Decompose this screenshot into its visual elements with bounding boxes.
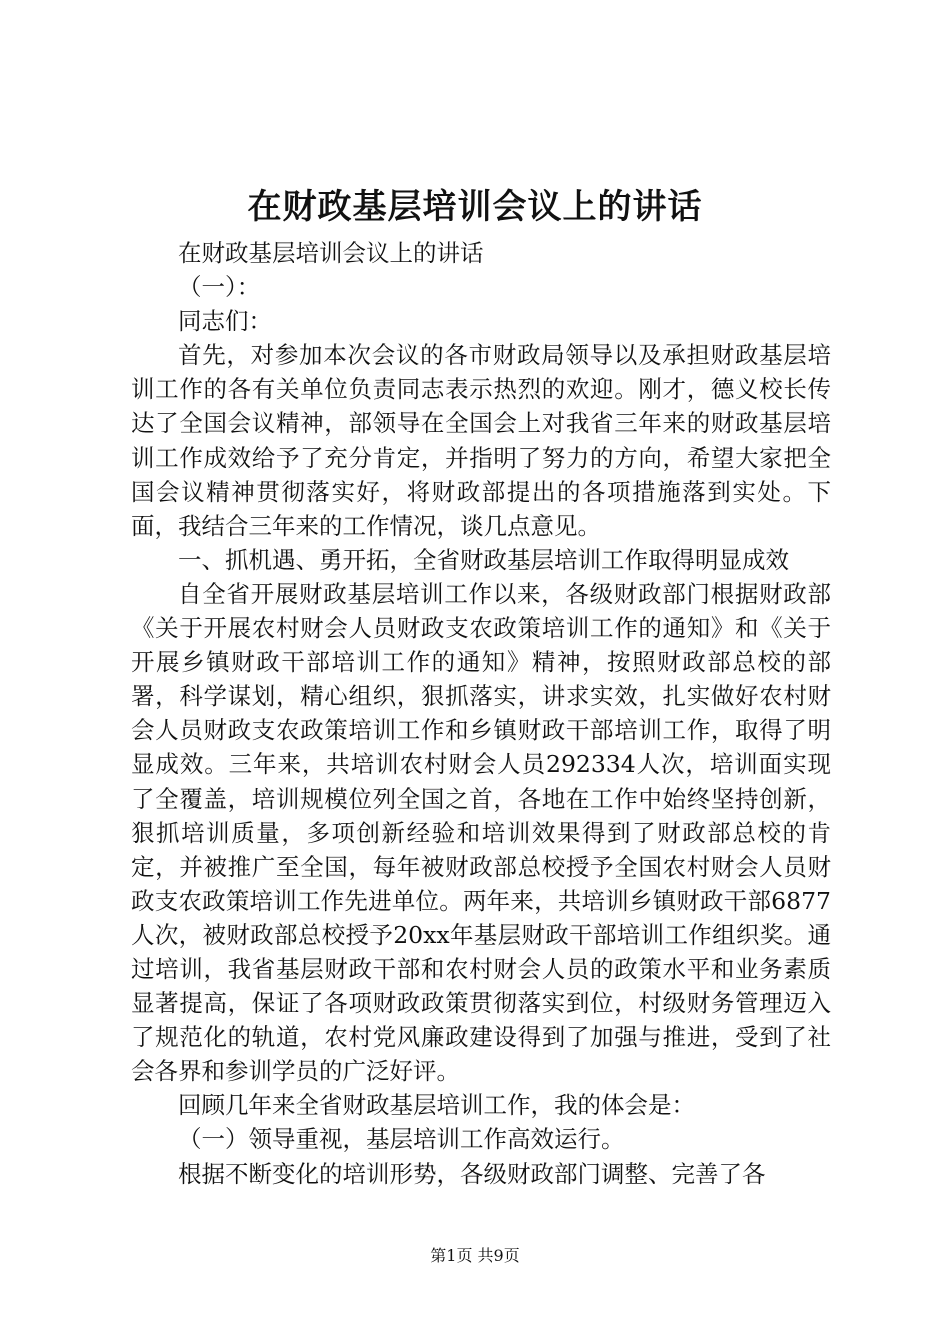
paragraph-opening: 首先，对参加本次会议的各市财政局领导以及承担财政基层培训工作的各有关单位负责同志表示热烈的欢迎。刚才，德义校长传达了全国会议精神，部领导在全国会上对我省三年来的财政基层培训工作成效给予了充分肯定，并指明了努力的方向，希望大家把全国会议精神贯彻落实好，将财政部提出的各项措施落到实处。下面，我结合三年来的工作情况，谈几点意见。 [131,341,831,540]
document-body [131,236,831,1191]
document-title: 在财政基层培训会议上的讲话 [247,187,703,227]
paragraph-achievements: 自全省开展财政基层培训工作以来，各级财政部门根据财政部《关于开展农村财会人员财政支农政策培训工作的通知》和《关于开展乡镇财政干部培训工作的通知》精神，按照财政部总校的部署，科学谋划，精心组织，狠抓落实，讲求实效，扎实做好农村财会人员财政支农政策培训工作和乡镇财政干部培训工作，取得了明显成效。三年来，共培训农村财会人员292334人次，培训面实现了全覆盖，培训规模位列全国之首，各地在工作中始终坚持创新，狠抓培训质量，多项创新经验和培训效果得到了财政部总校的肯定，并被推广至全国，每年被财政部总校授予全国农村财会人员财政支农政策培训工作先进单位。两年来，共培训乡镇财政干部6877人次，被财政部总校授予20xx年基层财政干部培训工作组织奖。通过培训，我省基层财政干部和农村财会人员的政策水平和业务素质显著提高，保证了各项财政政策贯彻落实到位，村级财务管理迈入了规范化的轨道，农村党风廉政建设得到了加强与推进，受到了社会各界和参训学员的广泛好评。 [131,579,831,1086]
page-footer: 第1页 共9页 [430,1246,520,1265]
paragraph-section-heading: 一、抓机遇、勇开拓，全省财政基层培训工作取得明显成效 [178,545,789,574]
paragraph-continuation: 根据不断变化的培训形势，各级财政部门调整、完善了各 [178,1159,766,1188]
paragraph-review: 回顾几年来全省财政基层培训工作，我的体会是： [178,1091,695,1120]
paragraph-subheading: （一）领导重视，基层培训工作高效运行。 [178,1125,625,1154]
paragraph-part-number: （一）： [178,273,261,302]
paragraph-salutation: 同志们： [178,307,272,336]
paragraph-subtitle: 在财政基层培训会议上的讲话 [178,239,484,267]
